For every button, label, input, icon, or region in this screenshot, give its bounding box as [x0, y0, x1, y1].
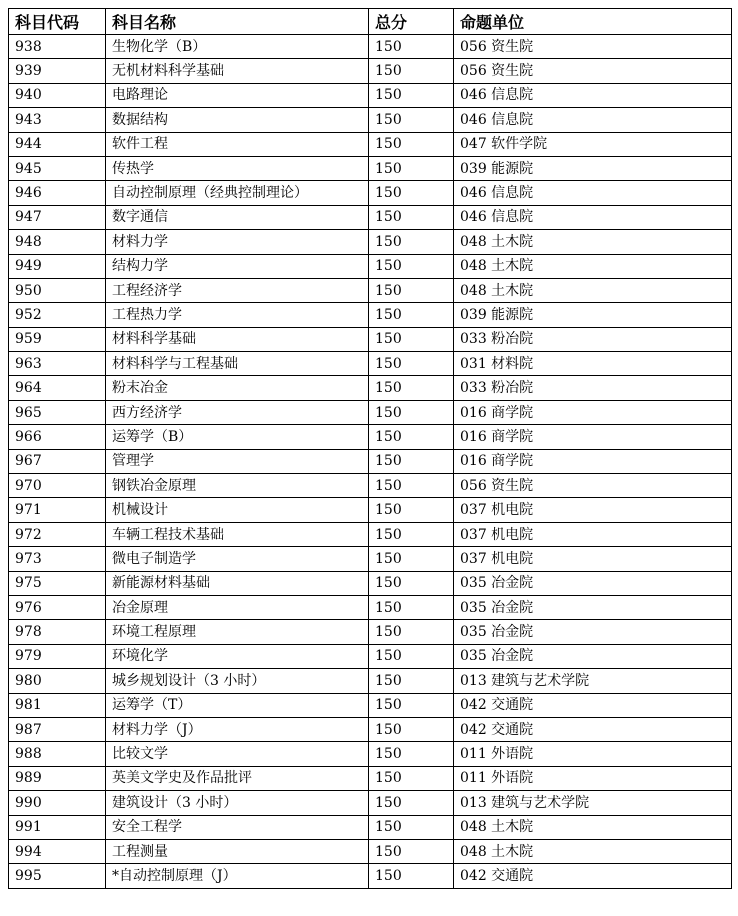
table-row [9, 815, 732, 839]
subject-code-cell: 950 [9, 278, 106, 302]
table-row [9, 791, 732, 815]
total-score-cell: 150 [369, 327, 454, 351]
total-score-cell: 150 [369, 132, 454, 156]
total-score-cell: 150 [369, 449, 454, 473]
total-score-cell: 150 [369, 205, 454, 229]
subject-code-cell: 976 [9, 595, 106, 619]
table-row [9, 595, 732, 619]
total-score-cell: 150 [369, 791, 454, 815]
subject-name-cell: 钢铁冶金原理 [106, 474, 369, 498]
subject-code-cell: 947 [9, 205, 106, 229]
exam-unit-cell: 042 交通院 [454, 864, 732, 888]
total-score-cell: 150 [369, 693, 454, 717]
total-score-cell: 150 [369, 474, 454, 498]
subject-name-cell: 环境化学 [106, 644, 369, 668]
total-score-cell: 150 [369, 181, 454, 205]
subject-name-cell: 安全工程学 [106, 815, 369, 839]
table-row [9, 425, 732, 449]
exam-unit-cell: 035 冶金院 [454, 595, 732, 619]
subject-name-cell: 工程测量 [106, 839, 369, 863]
total-score-cell: 150 [369, 59, 454, 83]
table-row [9, 766, 732, 790]
subject-code-cell: 972 [9, 522, 106, 546]
exam-unit-cell: 016 商学院 [454, 400, 732, 424]
table-row [9, 156, 732, 180]
subject-code-cell: 987 [9, 717, 106, 741]
subject-code-cell: 991 [9, 815, 106, 839]
subject-code-cell: 971 [9, 498, 106, 522]
table-row [9, 449, 732, 473]
table-row [9, 474, 732, 498]
table-row [9, 278, 732, 302]
exam-unit-cell: 056 资生院 [454, 59, 732, 83]
total-score-cell: 150 [369, 644, 454, 668]
table-row [9, 742, 732, 766]
exam-unit-cell: 011 外语院 [454, 766, 732, 790]
table-row [9, 693, 732, 717]
total-score-cell: 150 [369, 498, 454, 522]
subject-name-cell: 数据结构 [106, 108, 369, 132]
total-score-cell: 150 [369, 230, 454, 254]
subject-name-cell: 管理学 [106, 449, 369, 473]
subject-code-cell: 964 [9, 376, 106, 400]
table-row [9, 59, 732, 83]
exam-unit-cell: 037 机电院 [454, 498, 732, 522]
subject-code-cell: 945 [9, 156, 106, 180]
total-score-cell: 150 [369, 156, 454, 180]
total-score-cell: 150 [369, 35, 454, 59]
subject-code-cell: 943 [9, 108, 106, 132]
table-row [9, 547, 732, 571]
total-score-cell: 150 [369, 376, 454, 400]
subject-name-cell: 生物化学（B） [106, 35, 369, 59]
table-row [9, 839, 732, 863]
total-score-cell: 150 [369, 766, 454, 790]
subject-code-cell: 965 [9, 400, 106, 424]
exam-unit-cell: 033 粉冶院 [454, 327, 732, 351]
table-row [9, 108, 732, 132]
total-score-cell: 150 [369, 839, 454, 863]
subject-name-cell: 传热学 [106, 156, 369, 180]
subject-name-cell: 新能源材料基础 [106, 571, 369, 595]
exam-unit-cell: 011 外语院 [454, 742, 732, 766]
exam-unit-cell: 046 信息院 [454, 205, 732, 229]
table-row [9, 132, 732, 156]
subject-code-cell: 988 [9, 742, 106, 766]
total-score-cell: 150 [369, 620, 454, 644]
subject-code-cell: 944 [9, 132, 106, 156]
total-score-cell: 150 [369, 547, 454, 571]
subject-name-cell: 运筹学（B） [106, 425, 369, 449]
table-row [9, 83, 732, 107]
exam-unit-cell: 042 交通院 [454, 693, 732, 717]
exam-unit-cell: 035 冶金院 [454, 571, 732, 595]
total-score-cell: 150 [369, 400, 454, 424]
subject-name-cell: 车辆工程技术基础 [106, 522, 369, 546]
subject-code-cell: 973 [9, 547, 106, 571]
subject-name-cell: 无机材料科学基础 [106, 59, 369, 83]
table-row [9, 864, 732, 888]
exam-unit-cell: 056 资生院 [454, 35, 732, 59]
exam-unit-cell: 048 土木院 [454, 839, 732, 863]
subject-code-cell: 952 [9, 303, 106, 327]
header-row [9, 9, 732, 35]
subject-name-cell: 结构力学 [106, 254, 369, 278]
table-row [9, 620, 732, 644]
subject-code-cell: 970 [9, 474, 106, 498]
exam-unit-cell: 037 机电院 [454, 522, 732, 546]
exam-unit-cell: 046 信息院 [454, 181, 732, 205]
exam-unit-cell: 031 材料院 [454, 352, 732, 376]
exam-unit-cell: 037 机电院 [454, 547, 732, 571]
exam-unit-cell: 035 冶金院 [454, 620, 732, 644]
table-row [9, 498, 732, 522]
subject-name-cell: 材料科学基础 [106, 327, 369, 351]
subject-code-cell: 990 [9, 791, 106, 815]
total-score-cell: 150 [369, 717, 454, 741]
table-row [9, 376, 732, 400]
subject-name-cell: 建筑设计（3 小时） [106, 791, 369, 815]
subject-name-cell: 机械设计 [106, 498, 369, 522]
header-exam-unit: 命题单位 [454, 9, 732, 35]
subject-name-cell: 比较文学 [106, 742, 369, 766]
subject-name-cell: 粉末冶金 [106, 376, 369, 400]
exam-unit-cell: 047 软件学院 [454, 132, 732, 156]
exam-unit-cell: 046 信息院 [454, 83, 732, 107]
table-row [9, 644, 732, 668]
total-score-cell: 150 [369, 254, 454, 278]
exam-unit-cell: 013 建筑与艺术学院 [454, 669, 732, 693]
subject-name-cell: *自动控制原理（J） [106, 864, 369, 888]
subject-code-cell: 994 [9, 839, 106, 863]
total-score-cell: 150 [369, 571, 454, 595]
exam-unit-cell: 033 粉冶院 [454, 376, 732, 400]
total-score-cell: 150 [369, 522, 454, 546]
total-score-cell: 150 [369, 108, 454, 132]
table-row [9, 35, 732, 59]
subject-code-cell: 948 [9, 230, 106, 254]
subject-name-cell: 电路理论 [106, 83, 369, 107]
exam-unit-cell: 016 商学院 [454, 449, 732, 473]
subject-code-cell: 939 [9, 59, 106, 83]
header-subject-name: 科目名称 [106, 9, 369, 35]
exam-unit-cell: 048 土木院 [454, 278, 732, 302]
exam-unit-cell: 035 冶金院 [454, 644, 732, 668]
exam-unit-cell: 048 土木院 [454, 230, 732, 254]
subject-name-cell: 运筹学（T） [106, 693, 369, 717]
table-row [9, 254, 732, 278]
subject-code-cell: 963 [9, 352, 106, 376]
total-score-cell: 150 [369, 864, 454, 888]
total-score-cell: 150 [369, 595, 454, 619]
exam-unit-cell: 048 土木院 [454, 815, 732, 839]
header-subject-code: 科目代码 [9, 9, 106, 35]
total-score-cell: 150 [369, 303, 454, 327]
table-row [9, 352, 732, 376]
table-row [9, 181, 732, 205]
subject-name-cell: 西方经济学 [106, 400, 369, 424]
exam-unit-cell: 013 建筑与艺术学院 [454, 791, 732, 815]
subject-code-cell: 975 [9, 571, 106, 595]
exam-unit-cell: 056 资生院 [454, 474, 732, 498]
subject-name-cell: 材料科学与工程基础 [106, 352, 369, 376]
total-score-cell: 150 [369, 278, 454, 302]
subject-code-cell: 966 [9, 425, 106, 449]
subject-code-cell: 989 [9, 766, 106, 790]
subject-code-cell: 938 [9, 35, 106, 59]
subject-name-cell: 城乡规划设计（3 小时） [106, 669, 369, 693]
exam-unit-cell: 039 能源院 [454, 156, 732, 180]
subject-name-cell: 软件工程 [106, 132, 369, 156]
exam-unit-cell: 016 商学院 [454, 425, 732, 449]
subject-name-cell: 自动控制原理（经典控制理论） [106, 181, 369, 205]
subject-code-cell: 981 [9, 693, 106, 717]
subject-name-cell: 微电子制造学 [106, 547, 369, 571]
subject-name-cell: 工程热力学 [106, 303, 369, 327]
exam-unit-cell: 042 交通院 [454, 717, 732, 741]
table-row [9, 400, 732, 424]
subject-name-cell: 英美文学史及作品批评 [106, 766, 369, 790]
table-row [9, 205, 732, 229]
subject-table [8, 8, 732, 889]
subject-code-cell: 959 [9, 327, 106, 351]
subject-code-cell: 980 [9, 669, 106, 693]
subject-name-cell: 数字通信 [106, 205, 369, 229]
table-header [9, 9, 732, 35]
table-row [9, 669, 732, 693]
total-score-cell: 150 [369, 83, 454, 107]
table-row [9, 327, 732, 351]
total-score-cell: 150 [369, 425, 454, 449]
subject-code-cell: 978 [9, 620, 106, 644]
exam-unit-cell: 039 能源院 [454, 303, 732, 327]
table-row [9, 522, 732, 546]
exam-unit-cell: 046 信息院 [454, 108, 732, 132]
subject-name-cell: 材料力学（J） [106, 717, 369, 741]
total-score-cell: 150 [369, 742, 454, 766]
subject-name-cell: 冶金原理 [106, 595, 369, 619]
table-row [9, 717, 732, 741]
table-row [9, 571, 732, 595]
total-score-cell: 150 [369, 352, 454, 376]
subject-name-cell: 环境工程原理 [106, 620, 369, 644]
subject-code-cell: 940 [9, 83, 106, 107]
subject-code-cell: 946 [9, 181, 106, 205]
table-row [9, 230, 732, 254]
subject-name-cell: 材料力学 [106, 230, 369, 254]
exam-unit-cell: 048 土木院 [454, 254, 732, 278]
subject-code-cell: 995 [9, 864, 106, 888]
header-total-score: 总分 [369, 9, 454, 35]
subject-code-cell: 949 [9, 254, 106, 278]
subject-code-cell: 979 [9, 644, 106, 668]
subject-code-cell: 967 [9, 449, 106, 473]
table-row [9, 303, 732, 327]
total-score-cell: 150 [369, 815, 454, 839]
table-body [9, 35, 732, 889]
total-score-cell: 150 [369, 669, 454, 693]
subject-name-cell: 工程经济学 [106, 278, 369, 302]
